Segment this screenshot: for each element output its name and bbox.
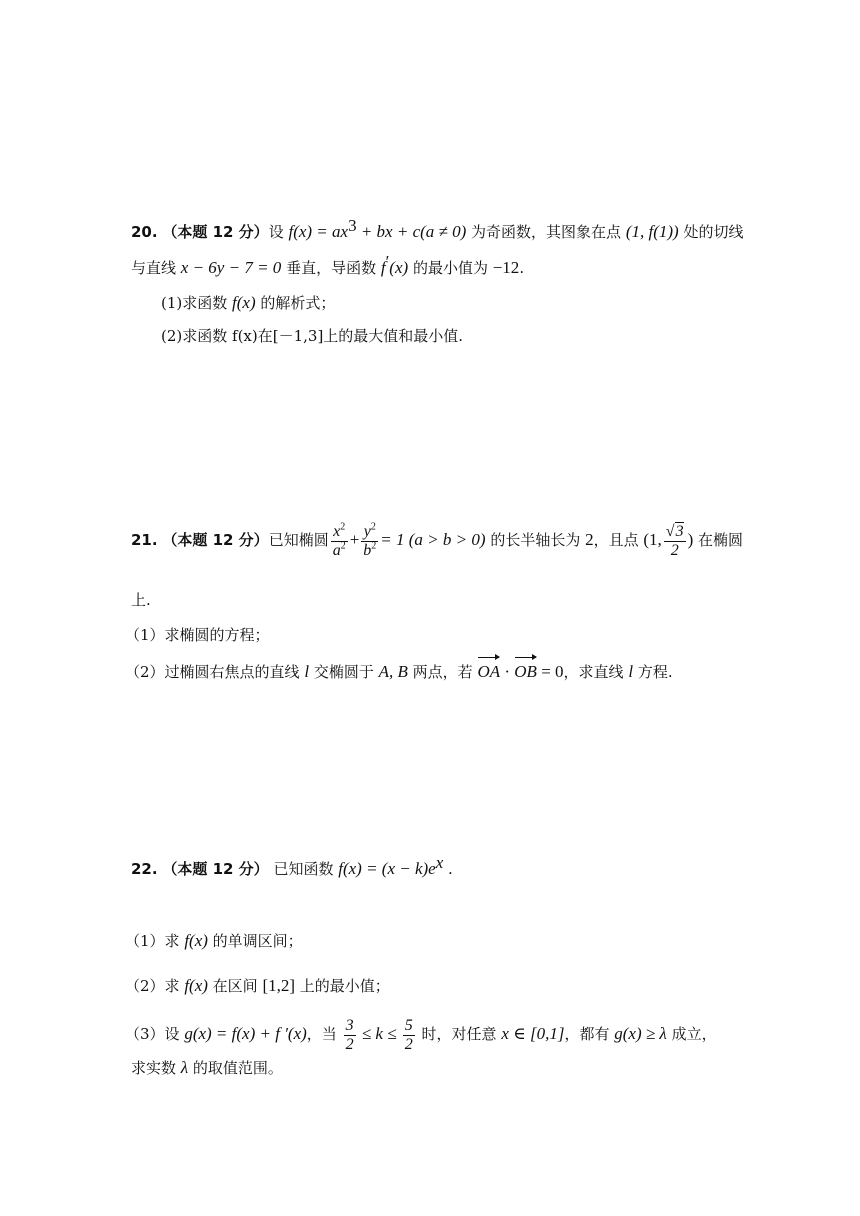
q21-equals-zero: = 0 xyxy=(536,662,564,681)
q22-sub-2-interval: [1,2] xyxy=(262,976,296,995)
q21-line-l-1: l xyxy=(304,662,310,681)
q20-sub-1-f: f(x) xyxy=(232,293,256,312)
q21-sqrt-den: 2 xyxy=(670,542,679,559)
q21-line-l-2: l xyxy=(628,662,634,681)
q20-text-2: 为奇函数，其图象在点 xyxy=(466,223,626,241)
q22-sub-2-text-a: （2）求 xyxy=(125,977,185,995)
q21-fy-num-exp: 2 xyxy=(370,521,376,533)
q20-sub-2 xyxy=(161,324,463,348)
q21-points-ab: A, B xyxy=(378,662,408,681)
q22-fraction-5-2 xyxy=(403,1017,415,1054)
q22-number: 22. xyxy=(131,860,158,878)
q22-sub-3-cont-b: 的取值范围。 xyxy=(188,1059,283,1077)
q21-sub-1 xyxy=(125,623,270,647)
q20-min-value: −12 xyxy=(492,258,520,277)
q20-number: 20. xyxy=(131,223,158,241)
q20-derivative-prime: ′ xyxy=(385,252,390,271)
q22-k-range: ≤ k ≤ xyxy=(357,1024,401,1043)
q20-text-3: 处的切线 xyxy=(678,223,744,241)
q21-vector-oa: OA xyxy=(477,660,500,684)
q21-line-2 xyxy=(131,588,151,612)
q20-line-2 xyxy=(131,252,525,280)
q22-frac1-den: 2 xyxy=(345,1035,354,1053)
q22-frac1-num: 3 xyxy=(345,1016,354,1034)
q22-sub-3-text-a: （3）设 xyxy=(125,1025,185,1043)
q21-sub-2-text-d: ，求直线 xyxy=(563,663,629,681)
q21-sub-2-text-e: 方程. xyxy=(633,663,673,681)
q21-value-2: 2 xyxy=(585,530,594,549)
q21-plus: + xyxy=(349,530,360,549)
q22-line-1 xyxy=(131,853,453,881)
q21-fx-den-exp: 2 xyxy=(340,540,346,552)
q20-text-4: 与直线 xyxy=(131,259,181,277)
q22-sub-3-cont-a: 求实数 xyxy=(131,1059,181,1077)
q22-sub-3-text-c: 时，对任意 xyxy=(416,1025,502,1043)
q21-fy-num: y xyxy=(363,522,371,540)
q21-fy-den: b xyxy=(363,541,372,559)
q22-sub-2-f: f(x) xyxy=(184,976,208,995)
q22-sub-2 xyxy=(125,974,390,998)
q21-point-open: (1, xyxy=(643,530,662,549)
q20-exponent: 3 xyxy=(348,216,357,235)
q21-fraction-sqrt3: $\frac{√3}{2}$ xyxy=(665,523,684,559)
q21-text-1: 已知椭圆 xyxy=(268,531,329,549)
q20-derivative-arg: (x) xyxy=(389,258,409,277)
q21-sub-2 xyxy=(125,660,673,684)
q22-exponent: x xyxy=(435,853,444,872)
q21-sqrt-radicand: 3 xyxy=(675,523,684,540)
q22-sub-3-g: g(x) = f(x) + f ′(x) xyxy=(184,1024,307,1043)
q22-text-1: 已知函数 xyxy=(268,860,339,878)
q20-sub-2-text: (2)求函数 f(x)在[－1,3]上的最大值和最小值. xyxy=(161,327,464,345)
q21-sub-2-text-c: 两点，若 xyxy=(407,663,478,681)
q21-number: 21. xyxy=(131,531,158,549)
q22-sub-3-text-e: 成立， xyxy=(666,1025,717,1043)
q20-line-1 xyxy=(131,216,744,244)
q21-equation-rest: = 1 (a > b > 0) xyxy=(380,530,486,549)
q21-point-close: ) xyxy=(687,530,694,549)
q22-x-domain: x ∈ [0,1] xyxy=(501,1024,565,1043)
q22-sub-3-cont xyxy=(131,1056,283,1080)
q21-dot: · xyxy=(500,662,515,681)
q20-period: . xyxy=(519,259,525,277)
q21-fx-den: a xyxy=(332,541,341,559)
q20-text-1: 设 xyxy=(268,223,289,241)
q21-fx-num: x xyxy=(333,522,341,540)
q21-text-3: ，且点 xyxy=(593,531,644,549)
q21-score: （本题 12 分） xyxy=(162,531,269,549)
q22-sub-2-text-b: 在区间 xyxy=(207,977,263,995)
q22-sub-1 xyxy=(125,929,303,953)
q22-lambda: λ xyxy=(180,1058,189,1077)
q20-function: f(x) = ax xyxy=(288,222,349,241)
q20-sub-1-text-b: 的解析式； xyxy=(255,294,336,312)
q20-point: (1, f(1)) xyxy=(625,222,679,241)
q20-derivative-f: f xyxy=(380,258,386,277)
q21-vector-ob: OB xyxy=(514,660,537,684)
q21-fraction-x xyxy=(331,523,348,560)
q22-sub-3-text-b: ，当 xyxy=(306,1025,342,1043)
q20-function-rest: + bx + c(a ≠ 0) xyxy=(356,222,467,241)
q20-score: （本题 12 分） xyxy=(162,223,269,241)
q22-sub-3 xyxy=(125,1006,717,1062)
q20-text-5: 垂直，导函数 xyxy=(281,259,381,277)
q20-sub-1 xyxy=(161,291,335,315)
q20-sub-1-text: (1)求函数 xyxy=(161,294,233,312)
q22-score: （本题 12 分） xyxy=(162,860,269,878)
q22-function: f(x) = (x − k)e xyxy=(338,859,436,878)
q22-inequality: g(x) ≥ λ xyxy=(614,1024,667,1043)
q22-sub-1-text-a: （1）求 xyxy=(125,932,185,950)
q21-line-1 xyxy=(131,508,743,572)
q22-frac2-den: 2 xyxy=(404,1035,413,1053)
q21-text-4: 在椭圆 xyxy=(693,531,744,549)
q22-sub-3-text-d: ，都有 xyxy=(564,1025,615,1043)
q21-fraction-y xyxy=(361,523,378,560)
q20-line-equation: x − 6y − 7 = 0 xyxy=(180,258,282,277)
q22-sub-1-f: f(x) xyxy=(184,931,208,950)
q21-text-5: 上. xyxy=(131,591,151,609)
q22-sub-2-text-c: 上的最小值； xyxy=(295,977,390,995)
q21-fy-den-exp: 2 xyxy=(371,540,377,552)
q21-sub-2-text-b: 交椭圆于 xyxy=(309,663,379,681)
q21-fx-num-exp: 2 xyxy=(340,521,346,533)
q22-fraction-3-2 xyxy=(344,1017,356,1054)
q22-period: . xyxy=(443,860,453,878)
q20-text-6: 的最小值为 xyxy=(408,259,493,277)
q21-text-2: 的长半轴长为 xyxy=(485,531,586,549)
q21-sub-2-text-a: （2）过椭圆右焦点的直线 xyxy=(125,663,305,681)
q22-frac2-num: 5 xyxy=(404,1016,413,1034)
q21-sub-1-text: （1）求椭圆的方程； xyxy=(125,626,270,644)
q22-sub-1-text-b: 的单调区间； xyxy=(207,932,303,950)
